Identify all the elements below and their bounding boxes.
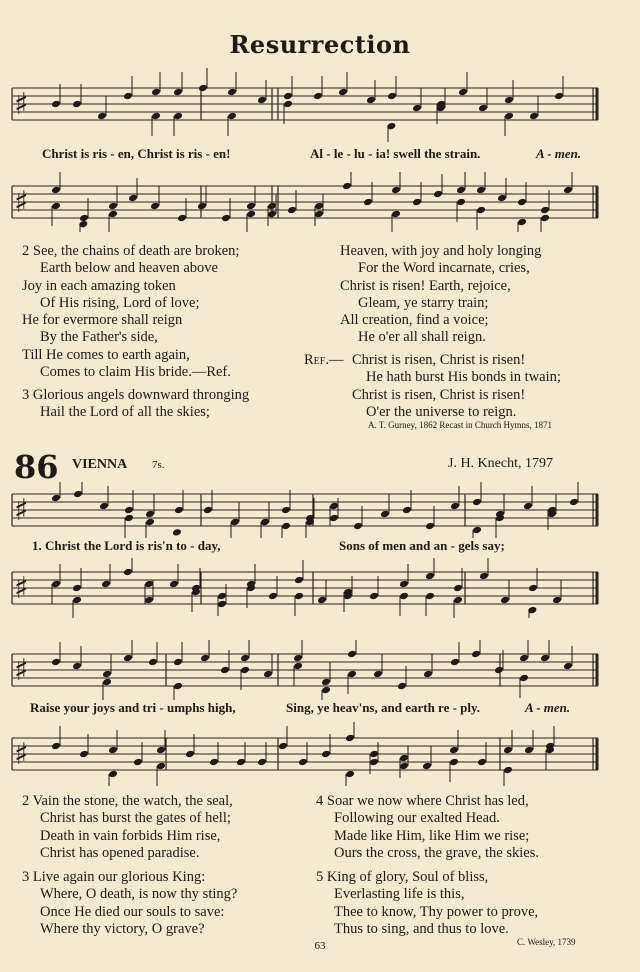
note-head [263, 670, 273, 679]
note-head [156, 746, 166, 755]
note-head [281, 522, 291, 531]
note-head [425, 572, 435, 581]
note-head [391, 186, 401, 195]
note-head [151, 112, 161, 121]
note-head [425, 522, 435, 531]
verse-line: He hath burst His bonds in twain; [366, 369, 561, 386]
note-head [145, 518, 155, 527]
verse-line: 4 Soar we now where Christ has led, [316, 793, 529, 809]
note-head [519, 674, 529, 683]
verse-line: Ours the cross, the grave, the skies. [334, 844, 539, 861]
note-head [293, 654, 303, 663]
hymn85-bass-staff [8, 172, 600, 232]
meter: 7s. [152, 459, 165, 471]
note-head [366, 96, 376, 105]
note-head [220, 666, 230, 675]
note-head [72, 584, 82, 593]
verse-line: Thus to sing, and thus to love. [334, 921, 509, 938]
clef-icon: ♯ [14, 737, 29, 772]
lyric-segment: Sing, ye heav'ns, and earth re - ply. [286, 700, 481, 715]
verse-line: Christ has opened paradise. [40, 844, 200, 861]
hymn86-bass-staff-2 [8, 722, 600, 786]
lyric-amen: A - men. [525, 700, 571, 715]
verse-line: He for evermore shall reign [22, 312, 183, 329]
note-head [399, 754, 409, 763]
note-head [246, 210, 256, 219]
note-head [133, 758, 143, 767]
note-head [497, 194, 507, 203]
verse-line: By the Father's side, [40, 329, 158, 346]
note-head [294, 592, 304, 601]
note-head [422, 762, 432, 771]
note-head [399, 580, 409, 589]
note-head [478, 104, 488, 113]
lyric-segment: Raise your joys and tri - umphs high, [30, 700, 236, 715]
note-head [283, 92, 293, 101]
note-head [321, 678, 331, 687]
note-head [51, 186, 61, 195]
note-head [144, 580, 154, 589]
note-head [72, 596, 82, 605]
verse-line: Where thy victory, O grave? [40, 921, 205, 938]
note-head [528, 584, 538, 593]
note-head [174, 506, 184, 515]
note-head [313, 92, 323, 101]
note-head [298, 758, 308, 767]
note-head [173, 112, 183, 121]
clef-icon: ♯ [14, 87, 29, 122]
note-head [79, 750, 89, 759]
note-head [477, 758, 487, 767]
note-head [329, 514, 339, 523]
verse-line: All creation, find a voice; [340, 312, 489, 329]
hymn86-verses-right [316, 793, 539, 938]
hymn86-credit: C. Wesley, 1739 [517, 937, 576, 947]
note-head [472, 498, 482, 507]
verse-line: 2 See, the chains of death are broken; [22, 243, 240, 259]
note-head [353, 522, 363, 531]
verse-line: Made like Him, like Him we rise; [334, 827, 530, 844]
note-head [391, 210, 401, 219]
verse-line: 2 Vain the stone, the watch, the seal, [22, 793, 233, 809]
note-head [99, 502, 109, 511]
note-head [347, 670, 357, 679]
note-head [283, 100, 293, 109]
note-head [449, 746, 459, 755]
verse-line: Once He died our souls to save: [40, 903, 225, 920]
note-head [524, 746, 534, 755]
verse-line: Christ is risen! Earth, rejoice, [340, 277, 511, 294]
verse-line: Christ is risen, Christ is risen! [352, 386, 526, 403]
verse-line: 3 Glorious angels downward thronging [22, 387, 250, 403]
note-head [268, 592, 278, 601]
note-head [399, 592, 409, 601]
note-head [345, 734, 355, 743]
note-head [456, 198, 466, 207]
note-head [108, 202, 118, 211]
verse-line: Christ has burst the gates of hell; [40, 810, 231, 827]
hymn86-treble-staff-1 [8, 482, 600, 538]
clef-icon: ♯ [14, 653, 29, 688]
verse-line: He o'er all shall reign. [358, 329, 486, 346]
clef-icon: ♯ [14, 571, 29, 606]
note-head [387, 92, 397, 101]
staff-lines [12, 654, 598, 686]
note-head [450, 658, 460, 667]
verse-line: Following our exalted Head. [334, 810, 500, 827]
note-head [198, 84, 208, 93]
page-number: 63 [314, 940, 326, 952]
note-head [221, 214, 231, 223]
note-head [108, 770, 118, 779]
note-head [236, 758, 246, 767]
note-head [169, 580, 179, 589]
note-head [108, 746, 118, 755]
lyric-segment: Sons of men and an - gels say; [339, 538, 505, 553]
note-head [240, 666, 250, 675]
note-head [72, 662, 82, 671]
note-head [97, 112, 107, 121]
note-head [369, 758, 379, 767]
note-head [380, 510, 390, 519]
refrain-label: Ref.— [304, 352, 344, 368]
note-head [267, 202, 277, 211]
note-head [230, 518, 240, 527]
verse-line: Of His rising, Lord of love; [40, 294, 200, 311]
note-head [173, 88, 183, 97]
note-head [72, 100, 82, 109]
verse-line: For the Word incarnate, cries, [358, 260, 530, 277]
note-head [504, 96, 514, 105]
staff-lines [12, 186, 598, 218]
lyric-amen: A - men. [536, 146, 582, 161]
note-head [246, 202, 256, 211]
verse-line: Everlasting life is this, [334, 886, 465, 903]
note-head [476, 206, 486, 215]
hymn85-verse-2 [22, 243, 239, 381]
note-head [563, 186, 573, 195]
note-head [412, 198, 422, 207]
note-head [517, 218, 527, 227]
note-head [563, 662, 573, 671]
verse-line: 5 King of glory, Soul of bliss, [316, 869, 489, 886]
hymn86-treble-staff-2 [8, 640, 600, 700]
note-head [494, 666, 504, 675]
note-head [102, 670, 112, 679]
note-head [102, 678, 112, 687]
note-head [172, 528, 182, 537]
verse-line: Earth below and heaven above [40, 260, 218, 277]
note-head [51, 202, 61, 211]
note-head [423, 670, 433, 679]
note-head [128, 194, 138, 203]
note-head [554, 92, 564, 101]
note-head [123, 654, 133, 663]
note-head [123, 568, 133, 577]
note-head [540, 654, 550, 663]
note-head [338, 88, 348, 97]
note-head [173, 658, 183, 667]
note-head [369, 592, 379, 601]
note-head [124, 514, 134, 523]
note-head [267, 210, 277, 219]
section-title: Resurrection [229, 30, 411, 59]
note-head [552, 596, 562, 605]
note-head [345, 770, 355, 779]
verse-line: Comes to claim His bride.—Ref. [40, 364, 231, 381]
note-head [329, 502, 339, 511]
note-head [472, 526, 482, 535]
note-head [456, 186, 466, 195]
verse-line: Till He comes to earth again, [22, 346, 190, 363]
note-head [453, 596, 463, 605]
note-head [257, 758, 267, 767]
note-head [321, 750, 331, 759]
note-head [314, 202, 324, 211]
note-head [529, 112, 539, 121]
hymn85-treble-staff [8, 66, 600, 142]
note-head [363, 198, 373, 207]
verse-line: 3 Live again our glorious King: [22, 869, 206, 886]
note-head [148, 658, 158, 667]
note-head [257, 96, 267, 105]
note-head [450, 502, 460, 511]
hymn86-verses-left [22, 793, 237, 938]
verse-line: Christ is risen, Christ is risen! [352, 352, 526, 368]
note-head [101, 580, 111, 589]
note-head [185, 750, 195, 759]
note-head [203, 506, 213, 515]
hymn85-refrain [304, 352, 561, 421]
note-head [471, 650, 481, 659]
hymn86-bass-staff-1 [8, 558, 600, 618]
staff-lines [12, 494, 598, 526]
note-head [504, 112, 514, 121]
note-head [145, 510, 155, 519]
note-head [209, 758, 219, 767]
note-head [51, 100, 61, 109]
note-head [294, 576, 304, 585]
note-head [51, 494, 61, 503]
note-head [347, 650, 357, 659]
verse-line: Gleam, ye starry train; [358, 294, 489, 311]
note-head [293, 662, 303, 671]
note-head [519, 654, 529, 663]
note-head [453, 584, 463, 593]
note-head [503, 766, 513, 775]
clef-icon: ♯ [14, 185, 29, 220]
note-head [278, 742, 288, 751]
verse-line: Joy in each amazing token [22, 277, 176, 294]
staff-lines [12, 572, 598, 604]
note-head [51, 742, 61, 751]
note-head [540, 206, 550, 215]
note-head [342, 182, 352, 191]
note-head [317, 596, 327, 605]
verse-line: Where, O death, is now thy sting? [40, 886, 238, 903]
verse-line: Death in vain forbids Him rise, [40, 827, 221, 844]
note-head [449, 758, 459, 767]
note-head [197, 202, 207, 211]
verse-line: O'er the universe to reign. [366, 403, 517, 420]
note-head [540, 214, 550, 223]
note-head [151, 88, 161, 97]
note-head [200, 654, 210, 663]
note-head [108, 210, 118, 219]
lyric-segment: 1. Christ the Lord is ris'n to - day, [32, 538, 221, 553]
clef-icon: ♯ [14, 493, 29, 528]
note-head [73, 490, 83, 499]
note-head [227, 112, 237, 121]
verse-line: Heaven, with joy and holy longing [340, 243, 542, 259]
note-head [287, 206, 297, 215]
verse-line: Thee to know, Thy power to prove, [334, 903, 539, 920]
note-head [476, 186, 486, 195]
note-head [458, 88, 468, 97]
note-head [402, 506, 412, 515]
note-head [123, 92, 133, 101]
lyric-segment: Al - le - lu - ia! swell the strain. [310, 146, 481, 161]
note-head [260, 518, 270, 527]
note-head [412, 104, 422, 113]
note-head [150, 202, 160, 211]
composer: J. H. Knecht, 1797 [448, 456, 553, 471]
note-head [240, 654, 250, 663]
note-head [433, 190, 443, 199]
note-head [397, 682, 407, 691]
note-head [227, 88, 237, 97]
note-head [321, 686, 331, 695]
note-head [51, 658, 61, 667]
hymn85-credit: A. T. Gurney, 1862 Recast in Church Hymns, 1871 [368, 420, 553, 430]
note-head [373, 670, 383, 679]
note-head [156, 762, 166, 771]
staff-lines [12, 738, 598, 770]
note-head [51, 580, 61, 589]
note-head [369, 750, 379, 759]
note-head [569, 498, 579, 507]
note-head [144, 596, 154, 605]
note-head [177, 214, 187, 223]
hymn-number: 86 [14, 448, 59, 486]
note-head [217, 600, 227, 609]
verse-line: Hail the Lord of all the skies; [40, 404, 210, 421]
note-head [314, 210, 324, 219]
hymn85-verse-right [340, 243, 541, 347]
hymn85-verse-3 [22, 387, 249, 422]
note-head [217, 592, 227, 601]
note-head [281, 506, 291, 515]
note-head [523, 502, 533, 511]
tune-name: VIENNA [72, 457, 128, 472]
note-head [500, 596, 510, 605]
note-head [425, 592, 435, 601]
note-head [124, 506, 134, 515]
note-head [479, 572, 489, 581]
lyric-segment: Christ is ris - en, Christ is ris - en! [42, 146, 231, 161]
note-head [517, 198, 527, 207]
note-head [173, 682, 183, 691]
note-head [503, 746, 513, 755]
note-head [399, 762, 409, 771]
